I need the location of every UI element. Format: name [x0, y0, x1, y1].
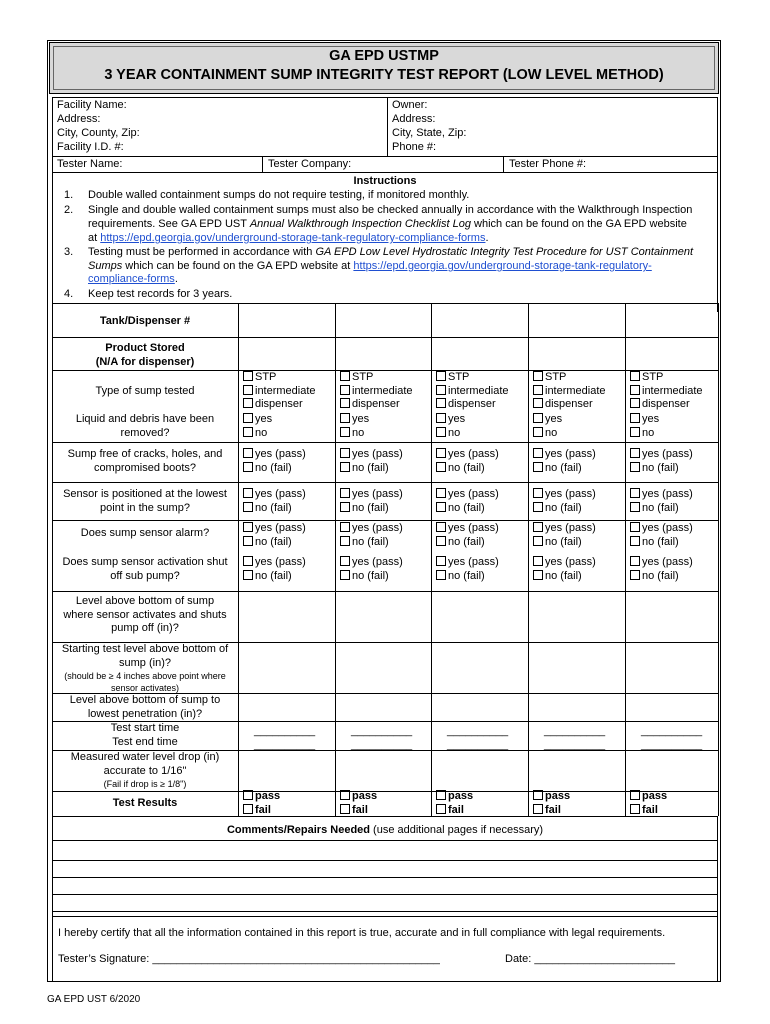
instruction-4: Keep test records for 3 years. — [88, 288, 233, 300]
liquid-removed-options[interactable]: yes no — [630, 413, 659, 440]
checkbox[interactable] — [436, 536, 446, 546]
header-subtitle: 3 YEAR CONTAINMENT SUMP INTEGRITY TEST REPORT (LOW LEVEL METHOD) — [104, 67, 664, 83]
checkbox[interactable] — [436, 556, 446, 566]
test-start-time-field[interactable]: __________ — [544, 725, 606, 737]
checkbox[interactable] — [533, 398, 543, 408]
tester-name-field[interactable]: Tester Name: — [57, 158, 123, 170]
checkbox[interactable] — [243, 790, 253, 800]
row-label-shutoff: Does sump sensor activation shut off sub pump? — [62, 556, 228, 582]
grid-row-line — [52, 816, 718, 817]
test-result-options[interactable]: pass fail — [436, 790, 473, 817]
checkbox[interactable] — [630, 371, 640, 381]
checkbox[interactable] — [630, 385, 640, 395]
instructions-title: Instructions — [353, 175, 417, 187]
checkbox[interactable] — [243, 804, 253, 814]
grid-row-line — [52, 337, 718, 338]
sump-free-options[interactable]: yes (pass) no (fail) — [436, 448, 499, 475]
grid-row-line — [52, 591, 718, 592]
checkbox[interactable] — [243, 413, 253, 423]
tester-signature-field[interactable]: Tester’s Signature: _______________________________________________ — [58, 953, 440, 965]
instruction-number: 2. — [64, 204, 74, 216]
checkbox[interactable] — [533, 413, 543, 423]
test-result-options[interactable]: pass fail — [533, 790, 570, 817]
row-label-times: Test start time Test end time — [110, 722, 180, 748]
checkbox[interactable] — [340, 502, 350, 512]
checkbox[interactable] — [340, 462, 350, 472]
checkbox[interactable] — [630, 570, 640, 580]
checkbox[interactable] — [243, 536, 253, 546]
instruction-2-line2: requirements. See GA EPD UST Annual Walkthrough Inspection Checklist Log which can be found on the GA EPD website — [88, 218, 687, 230]
checkbox[interactable] — [630, 804, 640, 814]
sensor-position-options[interactable]: yes (pass) no (fail) — [243, 488, 306, 515]
checkbox[interactable] — [436, 398, 446, 408]
sump-type-options[interactable]: STP intermediate dispenser — [436, 371, 509, 412]
comment-row-line — [52, 877, 718, 878]
sump-free-options[interactable]: yes (pass) no (fail) — [340, 448, 403, 475]
sump-type-options[interactable]: STP intermediate dispenser — [243, 371, 316, 412]
sensor-alarm-options[interactable]: yes (pass) no (fail) — [243, 522, 306, 549]
checkbox[interactable] — [340, 522, 350, 532]
checkbox[interactable] — [436, 488, 446, 498]
test-result-options[interactable]: pass fail — [630, 790, 667, 817]
checkbox[interactable] — [340, 488, 350, 498]
sump-free-options[interactable]: yes (pass) no (fail) — [243, 448, 306, 475]
liquid-removed-options[interactable]: yes no — [436, 413, 465, 440]
sensor-position-options[interactable]: yes (pass) no (fail) — [436, 488, 499, 515]
checkbox[interactable] — [533, 804, 543, 814]
checkbox[interactable] — [533, 488, 543, 498]
comments-title: Comments/Repairs Needed (use additional pages if necessary) — [226, 824, 544, 836]
instruction-number: 3. — [64, 246, 74, 258]
checkbox[interactable] — [340, 413, 350, 423]
checkbox[interactable] — [340, 427, 350, 437]
test-end-time-field[interactable]: __________ — [641, 739, 703, 751]
checkbox[interactable] — [630, 398, 640, 408]
test-end-time-field[interactable]: __________ — [351, 739, 413, 751]
sensor-shutoff-options[interactable]: yes (pass) no (fail) — [243, 556, 306, 583]
sensor-position-options[interactable]: yes (pass) no (fail) — [340, 488, 403, 515]
checkbox[interactable] — [630, 488, 640, 498]
sump-type-options[interactable]: STP intermediate dispenser — [630, 371, 703, 412]
checkbox[interactable] — [436, 522, 446, 532]
grid-row-line — [52, 442, 718, 443]
header-title: GA EPD USTMP — [329, 48, 439, 64]
instruction-2-line1: Single and double walled containment sumps must also be checked annually in accordance with the Walkthrough Inspection — [88, 204, 693, 216]
test-result-options[interactable]: pass fail — [243, 790, 280, 817]
checkbox[interactable] — [243, 556, 253, 566]
checkbox[interactable] — [630, 790, 640, 800]
checkbox[interactable] — [243, 371, 253, 381]
checkbox[interactable] — [630, 556, 640, 566]
checkbox[interactable] — [630, 427, 640, 437]
test-end-time-field[interactable]: __________ — [544, 739, 606, 751]
checkbox[interactable] — [243, 385, 253, 395]
row-label-free: Sump free of cracks, holes, and compromised boots? — [67, 448, 223, 474]
sensor-shutoff-options[interactable]: yes (pass) no (fail) — [436, 556, 499, 583]
checkbox[interactable] — [243, 462, 253, 472]
tester-company-field[interactable]: Tester Company: — [268, 158, 352, 170]
test-start-time-field[interactable]: __________ — [254, 725, 316, 737]
checkbox[interactable] — [340, 556, 350, 566]
row-label-product: Product Stored (N/A for dispenser) — [95, 342, 195, 368]
walkthrough-link[interactable]: https://epd.georgia.gov/underground-storage-tank-regulatory-compliance-forms — [100, 232, 486, 244]
sump-type-options[interactable]: STP intermediate dispenser — [533, 371, 606, 412]
test-result-options[interactable]: pass fail — [340, 790, 377, 817]
checkbox[interactable] — [533, 502, 543, 512]
checkbox[interactable] — [340, 790, 350, 800]
sensor-position-options[interactable]: yes (pass) no (fail) — [533, 488, 596, 515]
row-label-alarm: Does sump sensor alarm? — [80, 527, 210, 539]
grid-col-line — [625, 303, 626, 816]
checkbox[interactable] — [533, 385, 543, 395]
sump-type-options[interactable]: STP intermediate dispenser — [340, 371, 413, 412]
checkbox[interactable] — [436, 790, 446, 800]
checkbox[interactable] — [533, 570, 543, 580]
liquid-removed-options[interactable]: yes no — [340, 413, 369, 440]
checkbox[interactable] — [436, 413, 446, 423]
grid-row-line — [52, 791, 718, 792]
checkbox[interactable] — [340, 371, 350, 381]
checkbox[interactable] — [533, 427, 543, 437]
checkbox[interactable] — [436, 385, 446, 395]
checkbox[interactable] — [436, 371, 446, 381]
checkbox[interactable] — [533, 371, 543, 381]
instruction-3-line1: Testing must be performed in accordance with GA EPD Low Level Hydrostatic Integrity Test Procedure for UST Containment — [88, 246, 694, 258]
checkbox[interactable] — [243, 570, 253, 580]
checkbox[interactable] — [436, 804, 446, 814]
bottom-line — [52, 981, 718, 982]
checkbox[interactable] — [340, 536, 350, 546]
row-label-penetration: Level above bottom of sump to lowest penetration (in)? — [69, 694, 221, 720]
sensor-position-options[interactable]: yes (pass) no (fail) — [630, 488, 693, 515]
grid-row-line — [52, 520, 718, 521]
test-start-time-field[interactable]: __________ — [447, 725, 509, 737]
sensor-shutoff-options[interactable]: yes (pass) no (fail) — [533, 556, 596, 583]
checkbox[interactable] — [630, 522, 640, 532]
row-label-level: Level above bottom of sump where sensor activates and shuts pump off (in)? — [63, 595, 227, 635]
procedure-link[interactable]: https://epd.georgia.gov/underground-storage-tank-regulatory- — [353, 260, 652, 272]
checkbox[interactable] — [533, 522, 543, 532]
comments-line — [52, 840, 718, 841]
test-start-time-field[interactable]: __________ — [641, 725, 703, 737]
grid-col-line — [528, 303, 529, 816]
instruction-number: 4. — [64, 288, 74, 300]
instruction-1: Double walled containment sumps do not require testing, if monitored monthly. — [88, 189, 470, 201]
checkbox[interactable] — [243, 398, 253, 408]
comment-row-line — [52, 911, 718, 912]
row-label-liquid: Liquid and debris have been removed? — [75, 413, 215, 439]
instruction-3-line2: Sumps which can be found on the GA EPD website at https://epd.georgia.gov/underground-storage-tank-regulatory- — [88, 260, 652, 272]
sensor-shutoff-options[interactable]: yes (pass) no (fail) — [630, 556, 693, 583]
grid-col-line — [238, 303, 239, 816]
checkbox[interactable] — [436, 427, 446, 437]
row-label-start: Starting test level above bottom of sump (in)? (should be ≥ 4 inches above point where sensor activates) — [61, 643, 229, 694]
sensor-alarm-options[interactable]: yes (pass) no (fail) — [436, 522, 499, 549]
test-end-time-field[interactable]: __________ — [447, 739, 509, 751]
checkbox[interactable] — [243, 502, 253, 512]
grid-col-line — [431, 303, 432, 816]
facility-address-field[interactable]: Address: — [57, 113, 101, 125]
owner-field[interactable]: Owner: — [392, 99, 428, 111]
checkbox[interactable] — [340, 398, 350, 408]
checkbox[interactable] — [436, 448, 446, 458]
sensor-alarm-options[interactable]: yes (pass) no (fail) — [533, 522, 596, 549]
checkbox[interactable] — [533, 448, 543, 458]
liquid-removed-options[interactable]: yes no — [533, 413, 562, 440]
outer-line — [52, 916, 53, 982]
checkbox[interactable] — [533, 536, 543, 546]
checkbox[interactable] — [243, 448, 253, 458]
comment-row-line — [52, 860, 718, 861]
row-label-drop: Measured water level drop (in) accurate to 1/16" (Fail if drop is ≥ 1/8") — [70, 751, 220, 790]
checkbox[interactable] — [436, 570, 446, 580]
liquid-removed-options[interactable]: yes no — [243, 413, 272, 440]
checkbox[interactable] — [630, 413, 640, 423]
outer-line — [717, 916, 718, 982]
checkbox[interactable] — [630, 462, 640, 472]
owner-phone-field[interactable]: Phone #: — [392, 141, 437, 153]
checkbox[interactable] — [243, 427, 253, 437]
checkbox[interactable] — [340, 385, 350, 395]
comment-row-line — [52, 894, 718, 895]
checkbox[interactable] — [630, 536, 640, 546]
instruction-number: 1. — [64, 189, 74, 201]
test-end-time-field[interactable]: __________ — [254, 739, 316, 751]
comment-bottom-line — [52, 916, 718, 917]
date-field[interactable]: Date: _______________________ — [505, 953, 676, 965]
checkbox[interactable] — [630, 502, 640, 512]
checkbox[interactable] — [533, 790, 543, 800]
checkbox[interactable] — [436, 462, 446, 472]
checkbox[interactable] — [436, 502, 446, 512]
tester-phone-field[interactable]: Tester Phone #: — [509, 158, 587, 170]
form-header — [49, 42, 719, 94]
checkbox[interactable] — [630, 448, 640, 458]
procedure-link-cont[interactable]: compliance-forms — [88, 273, 175, 285]
sump-free-options[interactable]: yes (pass) no (fail) — [630, 448, 693, 475]
facility-city-field[interactable]: City, County, Zip: — [57, 127, 140, 139]
sensor-alarm-options[interactable]: yes (pass) no (fail) — [340, 522, 403, 549]
checkbox[interactable] — [243, 522, 253, 532]
owner-city-field[interactable]: City, State, Zip: — [392, 127, 467, 139]
instruction-2-line3: at https://epd.georgia.gov/underground-storage-tank-regulatory-compliance-forms. — [88, 232, 489, 244]
checkbox[interactable] — [340, 448, 350, 458]
sensor-shutoff-options[interactable]: yes (pass) no (fail) — [340, 556, 403, 583]
sensor-alarm-options[interactable]: yes (pass) no (fail) — [630, 522, 693, 549]
row-label-type: Type of sump tested — [95, 385, 195, 397]
grid-col-line — [335, 303, 336, 816]
grid-col-line — [718, 303, 719, 816]
sump-free-options[interactable]: yes (pass) no (fail) — [533, 448, 596, 475]
row-label-tank: Tank/Dispenser # — [99, 315, 191, 327]
checkbox[interactable] — [243, 488, 253, 498]
instruction-3-line3: compliance-forms. — [88, 273, 178, 285]
grid-row-line — [52, 303, 718, 304]
grid-row-line — [52, 482, 718, 483]
row-label-results: Test Results — [112, 797, 178, 809]
checkbox[interactable] — [340, 804, 350, 814]
checkbox[interactable] — [340, 570, 350, 580]
certification-text: I hereby certify that all the information contained in this report is true, accurate and in full compliance with legal requirements. — [58, 927, 666, 939]
owner-address-field[interactable]: Address: — [392, 113, 436, 125]
facility-id-field[interactable]: Facility I.D. #: — [57, 141, 124, 153]
checkbox[interactable] — [533, 462, 543, 472]
test-start-time-field[interactable]: __________ — [351, 725, 413, 737]
checkbox[interactable] — [533, 556, 543, 566]
form-footer: GA EPD UST 6/2020 — [47, 994, 141, 1005]
facility-name-field[interactable]: Facility Name: — [57, 99, 127, 111]
row-label-sensor: Sensor is positioned at the lowest point in the sump? — [63, 488, 227, 514]
